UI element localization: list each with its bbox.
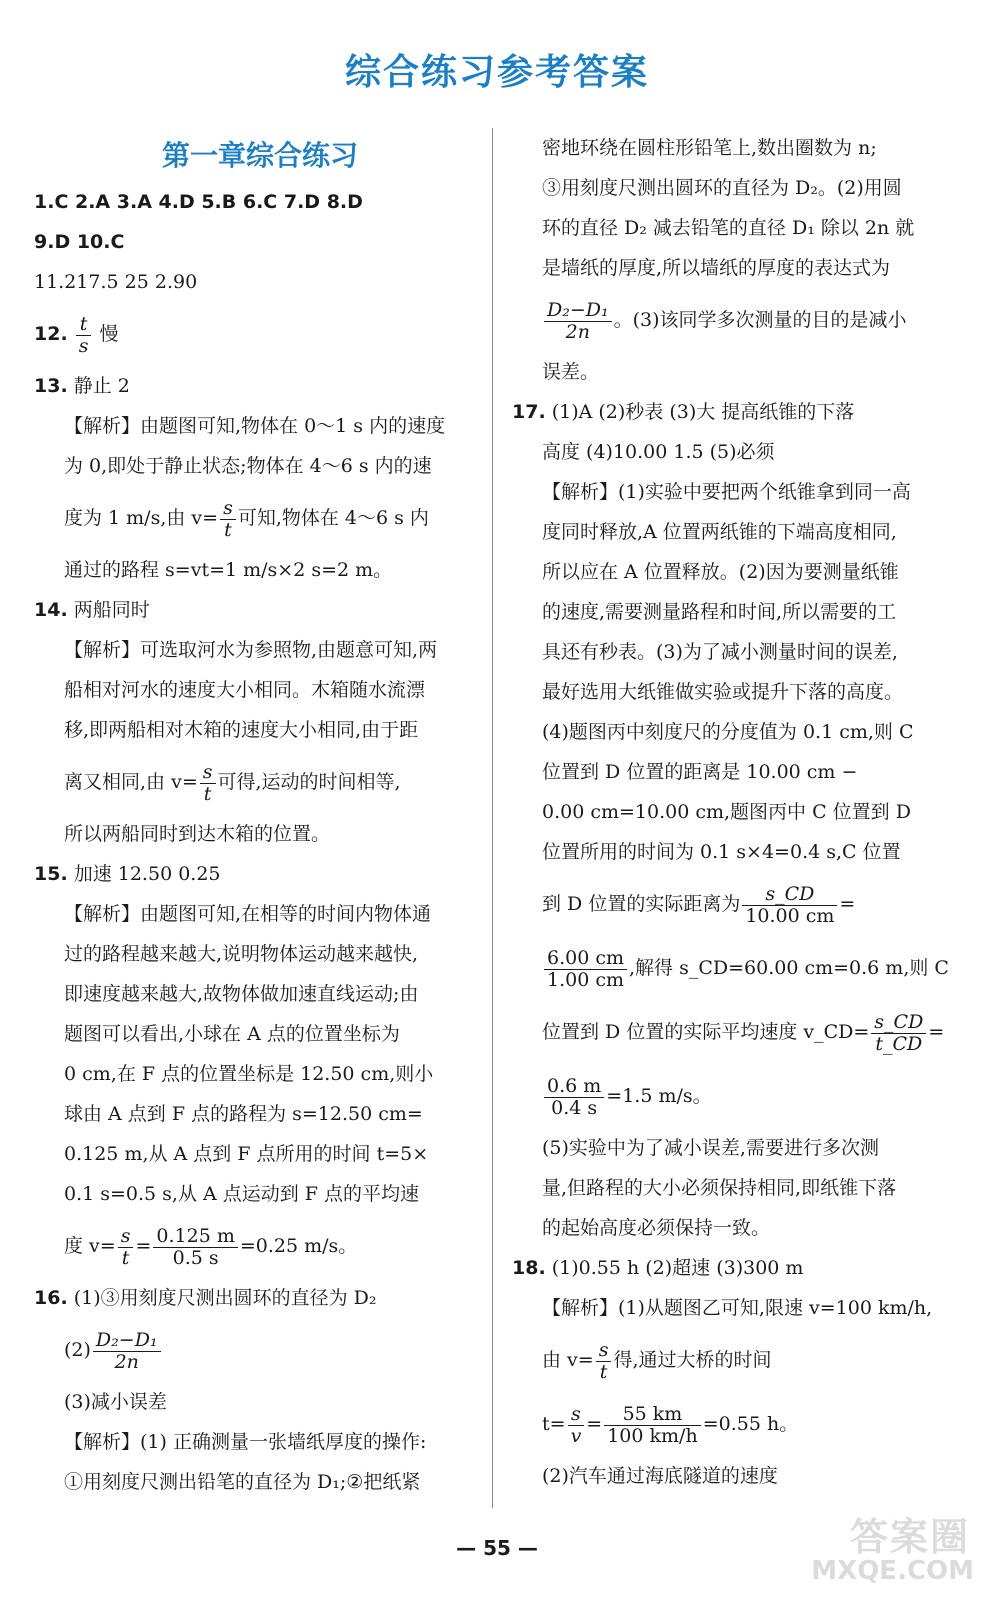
- answer-text: 加速 12.50 0.25: [73, 863, 221, 885]
- analysis-line: 题图可以看出,小球在 A 点的位置坐标为: [64, 1023, 400, 1045]
- analysis-line: 【解析】由题图可知,在相等的时间内物体通: [64, 903, 432, 925]
- fraction: $\frac{s}{v}$: [568, 1404, 585, 1447]
- analysis-line: (2)汽车通过海底隧道的速度: [542, 1465, 778, 1487]
- left-column: [34, 128, 486, 1502]
- page-number: — 55 —: [456, 1536, 538, 1560]
- fraction: $\frac{\text{D₂−D₁}}{2n}$: [93, 1330, 161, 1373]
- answer-q13: [34, 366, 486, 406]
- analysis-line: 【解析】可选取河水为参照物,由题意可知,两: [64, 639, 438, 661]
- right-column: [512, 128, 960, 1496]
- analysis-line: $\frac{\text{D₂−D₁}}{2n}$ 。(3)该同学多次测量的目的是减小: [512, 288, 960, 352]
- analysis-line: 量,但路程的大小必须保持相同,即纸锥下落: [542, 1177, 897, 1199]
- watermark: [804, 1498, 980, 1594]
- analysis-line: 【解析】(1) 正确测量一张墙纸厚度的操作:: [64, 1431, 427, 1453]
- question-number: 12.: [34, 323, 68, 345]
- watermark-url: MXQE.COM: [811, 1556, 974, 1586]
- analysis-line: 度 v= $\frac{s}{t}$ = $\frac{0.125 m}{0.5 s}$ =0.25 m/s。: [64, 1224, 358, 1269]
- answer-line: 高度 (4)10.00 1.5 (5)必须: [542, 441, 775, 463]
- answer-text: 慢: [99, 323, 119, 345]
- answer-text: (1)0.55 h (2)超速 (3)300 m: [551, 1257, 804, 1279]
- analysis-line: 球由 A 点到 F 点的路程为 s=12.50 cm=: [64, 1103, 423, 1125]
- answer-line: (2) $\frac{\text{D₂−D₁}}{2n}$: [34, 1318, 486, 1382]
- analysis-line: 到 D 位置的实际距离为 $\frac{s\_CD}{10.00 cm}$ =: [542, 882, 856, 927]
- analysis-line: t= $\frac{s}{v}$ = $\frac{55 km}{100 km/h}$ =0.55 h。: [542, 1402, 799, 1447]
- analysis-line: 为 0,即处于静止状态;物体在 4～6 s 内的速: [64, 455, 432, 477]
- analysis-line: 0.1 s=0.5 s,从 A 点运动到 F 点的平均速: [64, 1183, 420, 1205]
- answer-line: 9.D 10.C: [34, 231, 125, 253]
- analysis-line: 度同时释放,A 位置两纸锥的下端高度相同,: [542, 521, 897, 543]
- chapter-heading: 第一章综合练习: [161, 139, 358, 172]
- analysis-line: 位置到 D 位置的距离是 10.00 cm −: [542, 761, 858, 783]
- fraction: $\frac{s\_CD}{t\_CD}$: [871, 1012, 926, 1055]
- analysis-line: 所以两船同时到达木箱的位置。: [64, 823, 331, 845]
- analysis-line: 的速度,需要测量路程和时间,所以需要的工: [542, 601, 897, 623]
- fraction: $\frac{s}{t}$: [200, 762, 216, 805]
- analysis-line: 【解析】由题图可知,物体在 0～1 s 内的速度: [64, 415, 446, 437]
- analysis-line: 具还有秒表。(3)为了减小测量时间的误差,: [542, 641, 898, 663]
- fraction: $\frac{\text{D₂−D₁}}{2n}$: [544, 300, 612, 343]
- analysis-line: 误差。: [542, 361, 600, 383]
- question-number: 17.: [512, 401, 546, 423]
- analysis-line: 位置到 D 位置的实际平均速度 v_CD= $\frac{s\_CD}{t\_CD}$ =: [542, 1010, 945, 1055]
- analysis-line: ①用刻度尺测出铅笔的直径为 D₁;②把纸紧: [64, 1471, 421, 1493]
- analysis-line: 所以应在 A 位置释放。(2)因为要测量纸锥: [542, 561, 899, 583]
- analysis-line: 密地环绕在圆柱形铅笔上,数出圈数为 n;: [542, 137, 877, 159]
- analysis-line: (5)实验中为了减小误差,需要进行多次测: [542, 1137, 879, 1159]
- answer-text: 两船同时: [73, 599, 150, 621]
- analysis-line: 即速度越来越大,故物体做加速直线运动;由: [64, 983, 419, 1005]
- analysis-line: 的起始高度必须保持一致。: [542, 1217, 771, 1239]
- answer-q12: [34, 302, 486, 366]
- analysis-line: 0 cm,在 F 点的位置坐标是 12.50 cm,则小: [64, 1063, 434, 1085]
- fraction: $\frac{6.00 cm}{1.00 cm}$: [544, 948, 627, 991]
- fraction: $\frac{55 km}{100 km/h}$: [604, 1404, 700, 1447]
- analysis-line: 度为 1 m/s,由 v= $\frac{s}{t}$ 可知,物体在 4～6 s 内: [64, 496, 429, 541]
- question-number: 16.: [34, 1287, 68, 1309]
- analysis-line: 船相对河水的速度大小相同。木箱随水流漂: [64, 679, 426, 701]
- analysis-line: 0.00 cm=10.00 cm,题图丙中 C 位置到 D: [542, 801, 911, 823]
- fraction: $\frac{0.125 m}{0.5 s}$: [153, 1226, 237, 1269]
- analysis-line: ③用刻度尺测出圆环的直径为 D₂。(2)用圆: [542, 177, 902, 199]
- analysis-line: $\frac{6.00 cm}{1.00 cm}$ ,解得 s_CD=60.00 cm=0.6 m,则 C: [512, 936, 960, 1000]
- fraction: $\frac{s\_CD}{10.00 cm}$: [742, 884, 837, 927]
- analysis-line: 由 v= $\frac{s}{t}$ 得,通过大桥的时间: [542, 1338, 772, 1383]
- answer-q18: [512, 1248, 960, 1288]
- answer-q17: [512, 392, 960, 432]
- question-number: 14.: [34, 599, 68, 621]
- analysis-line: 【解析】(1)实验中要把两个纸锥拿到同一高: [542, 481, 911, 503]
- answer-text: (1)③用刻度尺测出圆环的直径为 D₂: [73, 1287, 377, 1309]
- analysis-line: 移,即两船相对木箱的速度大小相同,由于距: [64, 719, 419, 741]
- analysis-line: 离又相同,由 v= $\frac{s}{t}$ 可得,运动的时间相等,: [64, 760, 401, 805]
- answer-line: 11.217.5 25 2.90: [34, 271, 198, 293]
- answer-line: (3)减小误差: [64, 1391, 167, 1413]
- answer-text: 静止 2: [73, 375, 130, 397]
- analysis-line: $\frac{0.6 m}{0.4 s}$ =1.5 m/s。: [512, 1064, 960, 1128]
- question-number: 15.: [34, 863, 68, 885]
- analysis-line: 是墙纸的厚度,所以墙纸的厚度的表达式为: [542, 257, 891, 279]
- question-number: 13.: [34, 375, 68, 397]
- answer-q15: [34, 854, 486, 894]
- analysis-line: 0.125 m,从 A 点到 F 点所用的时间 t=5×: [64, 1143, 429, 1165]
- fraction: $\frac{t}{s}$: [76, 314, 92, 357]
- fraction: $\frac{s}{t}$: [220, 498, 236, 541]
- watermark-text: 答案圈: [849, 1515, 970, 1559]
- answer-q14: [34, 590, 486, 630]
- fraction: $\frac{0.6 m}{0.4 s}$: [544, 1076, 604, 1119]
- analysis-line: 环的直径 D₂ 减去铅笔的直径 D₁ 除以 2n 就: [542, 217, 915, 239]
- fraction: $\frac{s}{t}$: [596, 1340, 612, 1383]
- answer-line: 1.C 2.A 3.A 4.D 5.B 6.C 7.D 8.D: [34, 191, 363, 213]
- analysis-line: 过的路程越来越大,说明物体运动越来越快,: [64, 943, 419, 965]
- analysis-line: 通过的路程 s=vt=1 m/s×2 s=2 m。: [64, 559, 393, 581]
- analysis-line: (4)题图丙中刻度尺的分度值为 0.1 cm,则 C: [542, 721, 914, 743]
- analysis-line: 位置所用的时间为 0.1 s×4=0.4 s,C 位置: [542, 841, 901, 863]
- fraction: $\frac{s}{t}$: [118, 1226, 134, 1269]
- answer-text: (1)A (2)秒表 (3)大 提高纸锥的下落: [551, 401, 855, 423]
- analysis-line: 最好选用大纸锥做实验或提升下落的高度。: [542, 681, 904, 703]
- question-number: 18.: [512, 1257, 546, 1279]
- answer-q16: [34, 1278, 486, 1318]
- column-divider: [492, 128, 493, 1508]
- analysis-line: 【解析】(1)从题图乙可知,限速 v=100 km/h,: [542, 1297, 933, 1319]
- page-title: 综合练习参考答案: [344, 52, 649, 93]
